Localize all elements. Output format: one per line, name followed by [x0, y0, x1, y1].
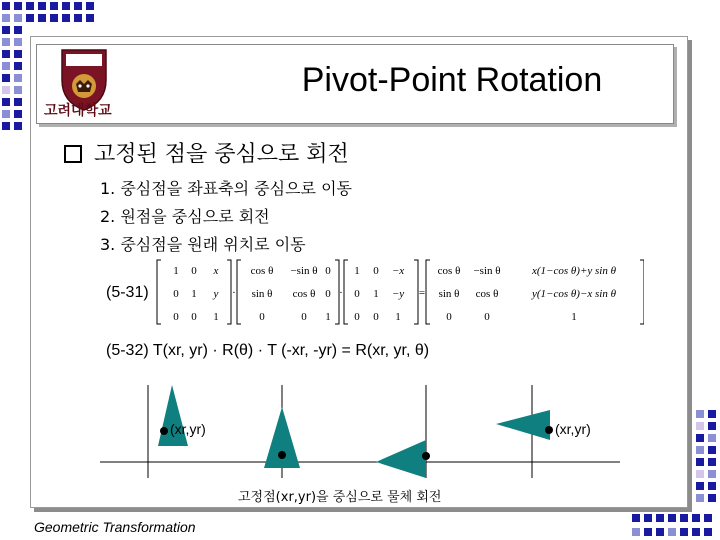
- section-heading: 고정된 점을 중심으로 회전: [94, 142, 349, 167]
- step-1: 1. 중심점을 좌표축의 중심으로 이동: [100, 179, 352, 198]
- svg-text:0: 0: [354, 288, 360, 300]
- pivot-point-mid: [278, 451, 286, 459]
- svg-text:0: 0: [446, 311, 452, 323]
- svg-text:cos θ: cos θ: [250, 265, 274, 277]
- svg-text:1: 1: [191, 288, 197, 300]
- step-3: 3. 중심점을 원래 위치로 이동: [100, 235, 306, 254]
- pivot-point-right: [545, 426, 553, 434]
- svg-text:y: y: [213, 288, 219, 300]
- diagram-caption: 고정점(xr,yr)을 중심으로 물체 회전: [238, 490, 442, 505]
- bullet-icon: [64, 145, 82, 163]
- svg-text:−sin θ: −sin θ: [290, 265, 318, 277]
- svg-text:−x: −x: [391, 265, 405, 277]
- pivot-label-right: (xr,yr): [555, 421, 591, 437]
- svg-text:0: 0: [191, 265, 197, 277]
- svg-text:1: 1: [373, 288, 379, 300]
- svg-text:0: 0: [373, 311, 379, 323]
- svg-text:x: x: [213, 265, 219, 277]
- logo-text: 고려대학교: [44, 103, 112, 119]
- pivot-point-left: [160, 427, 168, 435]
- triangle-restored: [496, 410, 550, 440]
- rotation-diagram: [0, 380, 720, 480]
- svg-text:1: 1: [173, 265, 179, 277]
- svg-text:y(1−cos θ)−x sin θ: y(1−cos θ)−x sin θ: [532, 288, 616, 300]
- svg-text:cos θ: cos θ: [437, 265, 461, 277]
- svg-text:0: 0: [325, 288, 331, 300]
- svg-text:sin θ: sin θ: [251, 288, 273, 300]
- svg-text:1: 1: [395, 311, 401, 323]
- svg-text:1: 1: [354, 265, 360, 277]
- pivot-label-left: (xr,yr): [170, 421, 206, 437]
- svg-text:·: ·: [232, 287, 236, 299]
- svg-text:0: 0: [484, 311, 490, 323]
- svg-text:0: 0: [354, 311, 360, 323]
- svg-text:cos θ: cos θ: [475, 288, 499, 300]
- svg-text:x(1−cos θ)+y sin θ: x(1−cos θ)+y sin θ: [532, 265, 616, 277]
- svg-text:sin θ: sin θ: [438, 288, 460, 300]
- svg-text:1: 1: [571, 311, 577, 323]
- svg-text:0: 0: [173, 288, 179, 300]
- step-2: 2. 원점을 중심으로 회전: [100, 207, 270, 226]
- slide-title: Pivot-Point Rotation: [301, 61, 603, 99]
- title-bar: [36, 44, 674, 124]
- pivot-point-origin: [422, 452, 430, 460]
- svg-text:0: 0: [191, 311, 197, 323]
- equation-5-31-label: (5-31): [106, 284, 149, 301]
- svg-text:0: 0: [373, 265, 379, 277]
- footer-label: Geometric Transformation: [34, 519, 196, 535]
- svg-text:=: =: [418, 287, 426, 299]
- svg-text:·: ·: [339, 287, 343, 299]
- svg-text:0: 0: [325, 265, 331, 277]
- equation-5-32: (5-32) T(xr, yr) · R(θ) · T (-xr, -yr) = R(xr, yr, θ): [106, 342, 430, 359]
- svg-text:−sin θ: −sin θ: [473, 265, 501, 277]
- svg-text:cos θ: cos θ: [292, 288, 316, 300]
- triangle-rotated: [376, 440, 426, 478]
- svg-text:0: 0: [259, 311, 265, 323]
- matrix-equation: [154, 256, 644, 328]
- svg-text:0: 0: [301, 311, 307, 323]
- svg-text:1: 1: [213, 311, 219, 323]
- svg-text:0: 0: [173, 311, 179, 323]
- svg-text:−y: −y: [391, 288, 405, 300]
- svg-text:1: 1: [325, 311, 331, 323]
